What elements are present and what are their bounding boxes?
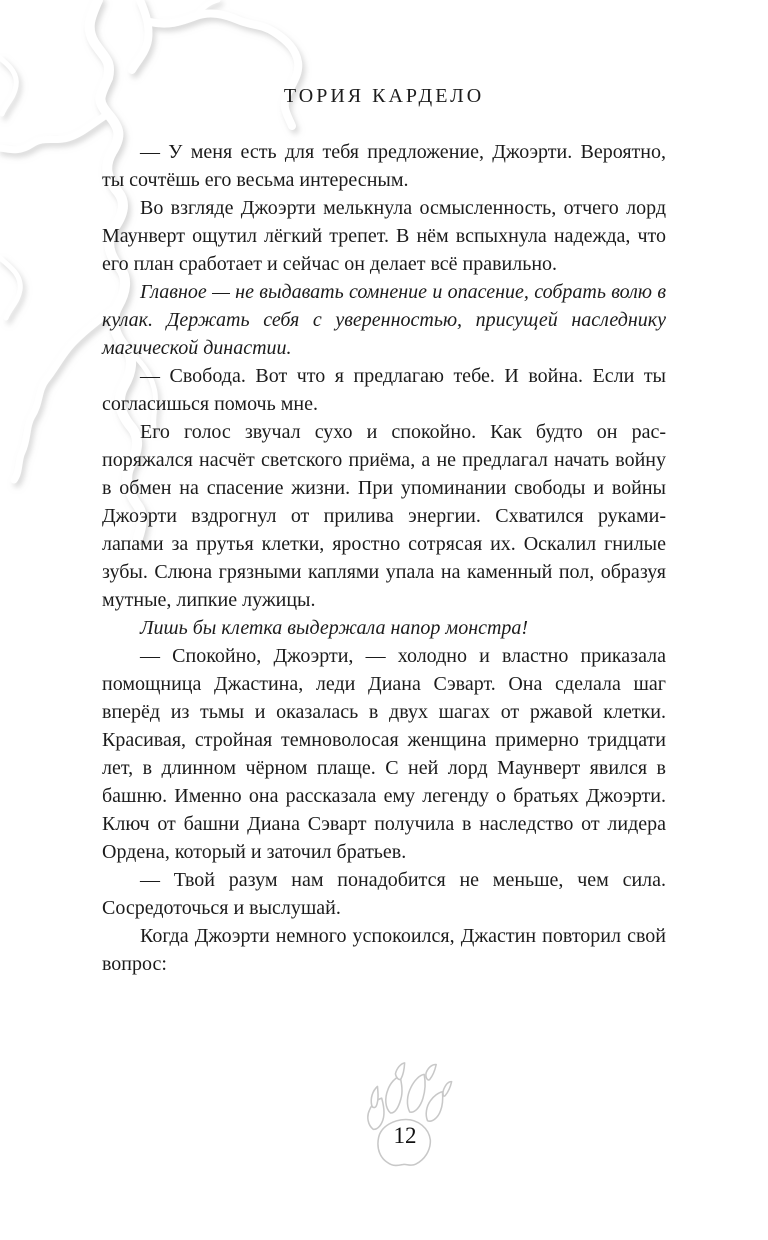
paragraph-narration: Его голос звучал сухо и спокойно. Как будто он распоряжался насчёт светского приёма, а не предлагал начать войну в обмен на спасение жизни. При упоминании свободы и войны Джоэрти вздрогнул от прилива энергии. Схватился руками-лапами за прутья клетки, яростно сотрясая их. Оскалил гнилые зубы. Слюна грязными каплями упала на каменный пол, образуя мутные, липкие лужицы. xyxy=(102,421,666,611)
page-footer xyxy=(357,1062,453,1184)
running-header: ТОРИЯ КАРДЕЛО xyxy=(283,85,485,107)
body-text-column xyxy=(102,138,666,978)
paragraph-narration: Во взгляде Джоэрти мелькнула осмысленность, отчего лорд Маунверт ощутил лёгкий трепет. В нём вспыхнула надежда, что его план сработает и сейчас он делает всё правильно. xyxy=(102,197,666,275)
paragraph-thought: Лишь бы клетка выдержала напор монстра! xyxy=(140,617,529,639)
paragraph-thought: Главное — не выдавать сомнение и опасение, собрать волю в кулак. Держать себя с уверенностью, присущей наследнику магической династии. xyxy=(102,281,666,359)
page-number: 12 xyxy=(393,1123,417,1148)
paragraph-dialogue: — Твой разум нам понадобится не меньше, чем сила. Сосредоточься и выслушай. xyxy=(102,869,666,919)
paragraph-narration: — Спокойно, Джоэрти, — холодно и властно приказала помощница Джастина, леди Диана Сэварт. Она сделала шаг вперёд из тьмы и оказалась в двух шагах от ржавой клетки. Красивая, стройная темноволосая женщина примерно тридцати лет, в длинном чёрном плаще. С ней лорд Маунверт явился в башню. Именно она рассказала ему легенду о братьях Джоэрти. Ключ от башни Диана Сэварт получила в наследство от лидера Ордена, который и заточил братьев. xyxy=(102,645,666,863)
paragraph-dialogue: — Свобода. Вот что я предлагаю тебе. И война. Если ты согласишься помочь мне. xyxy=(102,365,666,415)
paw-print-icon xyxy=(357,1062,453,1177)
paragraph-narration: Когда Джоэрти немного успокоился, Джастин повторил свой вопрос: xyxy=(102,925,666,975)
paragraph-dialogue: — У меня есть для тебя предложение, Джоэрти. Вероятно, ты сочтёшь его весьма интересным. xyxy=(102,141,666,191)
